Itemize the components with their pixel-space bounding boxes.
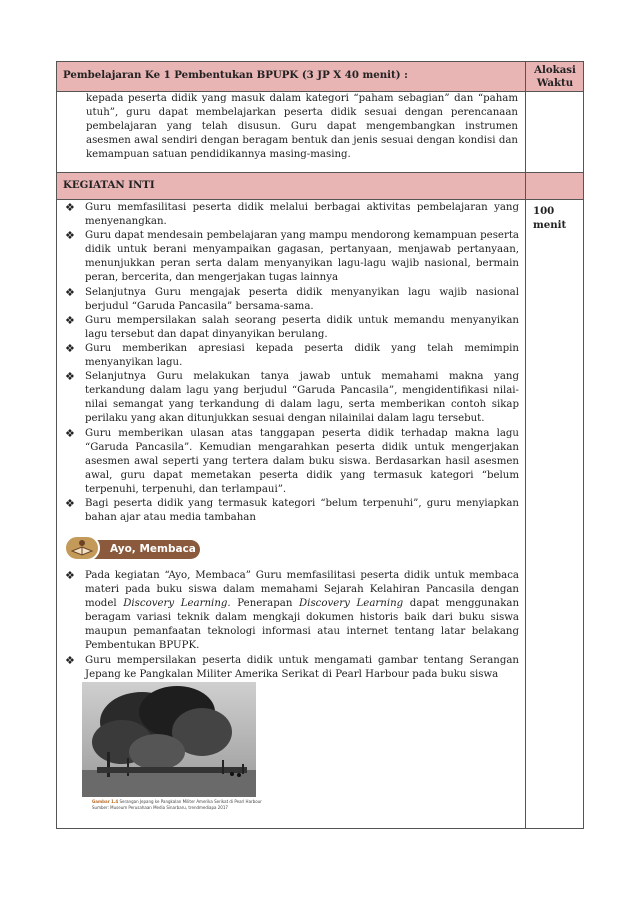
reading-book-icon [64, 535, 100, 561]
reading-activity-list [63, 569, 519, 682]
pearl-harbour-photo [82, 682, 256, 797]
diamond-bullet-icon: ❖ [65, 201, 75, 214]
intro-paragraph: kepada peserta didik yang masuk dalam kategori “paham sebagian” dan “paham utuh”, guru dapat membelajarkan peserta didik sesuai dengan perencanaan pembelajaran yang telah disusun. Guru dapat mengembangkan instrumen asesmen awal sendiri dengan beragam bentuk dan jenis sesuai dengan kondisi dan kemampuan satuan pendidikannya masing-masing. [86, 93, 518, 161]
section-title: KEGIATAN INTI [63, 179, 155, 191]
lesson-title: Pembelajaran Ke 1 Pembentukan BPUPK (3 JP X 40 menit) : [63, 69, 408, 81]
diamond-bullet-icon: ❖ [65, 229, 75, 243]
badge-label: Ayo, Membaca [110, 543, 196, 555]
diamond-bullet-icon: ❖ [65, 370, 75, 384]
list-item: ❖ Selanjutnya Guru melakukan tanya jawab untuk memahami makna yang terkandung dalam lagu yang berjudul “Garuda Pancasila”, mengidentifikasi nilai-nilai semangat yang terkandung di dalam lagu, serta memberikan contoh sikap perilaku yang akan ditunjukkan sesuai dengan nilainilai dalam lagu tersebut. [65, 370, 519, 425]
list-item: ❖ Guru mempersilakan salah seorang peserta didik untuk memandu menyanyikan lagu tersebut dan dapat dinyanyikan berulang. [65, 313, 519, 340]
list-item: ❖ Guru memfasilitasi peserta didik melalui berbagai aktivitas pembelajaran yang menyenangkan. [65, 201, 519, 228]
list-item: ❖ Bagi peserta didik yang termasuk kategori “belum terpenuhi”, guru menyiapkan bahan ajar atau media tambahan [65, 496, 519, 524]
allocation-header: Alokasi Waktu [534, 64, 576, 89]
diamond-bullet-icon: ❖ [65, 653, 75, 667]
list-item: ❖ Pada kegiatan “Ayo, Membaca” Guru memfasilitasi peserta didik untuk membaca materi pada buku siswa dalam memahami Sejarah Kelahiran Pancasila dengan model Discovery Learning. Penerapan Discovery Learning dapat menggunakan beragam variasi teknik dalam mengkaji dokumen historis baik dari buku siswa maupun pemanfaatan teknologi informasi atau internet tentang latar belakang Pembentukan BPUPK. [65, 569, 520, 652]
column-divider [525, 62, 526, 828]
diamond-bullet-icon: ❖ [65, 496, 75, 510]
ayo-membaca-badge [62, 535, 200, 561]
section-allocation-cell [526, 173, 583, 199]
list-item: ❖ Selanjutnya Guru mengajak peserta didik menyanyikan lagu wajib nasional berjudul “Garuda Pancasila” bersama-sama. [65, 285, 519, 312]
diamond-bullet-icon: ❖ [65, 569, 75, 582]
diamond-bullet-icon: ❖ [65, 313, 75, 327]
photo-caption: Gambar 1.4 Serangan Jepang ke Pangkalan Militer Amerika Serikat di Pearl Harbour Sumber: Museum Perusahaan Media Sinarbaru, trendmediapa 2017 [92, 799, 262, 810]
diamond-bullet-icon: ❖ [65, 285, 75, 299]
list-item: ❖ Guru dapat mendesain pembelajaran yang mampu mendorong kemampuan peserta didik untuk berani menyampaikan gagasan, pertanyaan, menjawab pertanyaan, menunjukkan peran serta dalam menyanyikan lagu-lagu wajib nasional, bermain peran, bercerita, dan mengerjakan tugas lainnya [65, 229, 519, 284]
divider [57, 199, 583, 200]
activity-list [63, 201, 519, 525]
list-item: ❖ Guru mempersilakan peserta didik untuk mengamati gambar tentang Serangan Jepang ke Pangkalan Militer Amerika Serikat di Pearl Harbour pada buku siswa [65, 653, 519, 680]
diamond-bullet-icon: ❖ [65, 341, 75, 355]
list-item: ❖ Guru memberikan apresiasi kepada peserta didik yang telah memimpin menyanyikan lagu. [65, 341, 519, 369]
list-item: ❖ Guru memberikan ulasan atas tanggapan peserta didik terhadap makna lagu “Garuda Pancasila”. Kemudian mengarahkan peserta didik untuk mengerjakan asesmen awal seperti yang tertera dalam buku siswa. Berdasarkan hasil asesmen awal, guru dapat memetakan peserta didik yang termasuk kategori “belum terpenuhi, terpenuhi, dan terlampaui”. [65, 426, 519, 495]
time-allocation: 100 menit [533, 205, 567, 231]
diamond-bullet-icon: ❖ [65, 426, 75, 440]
